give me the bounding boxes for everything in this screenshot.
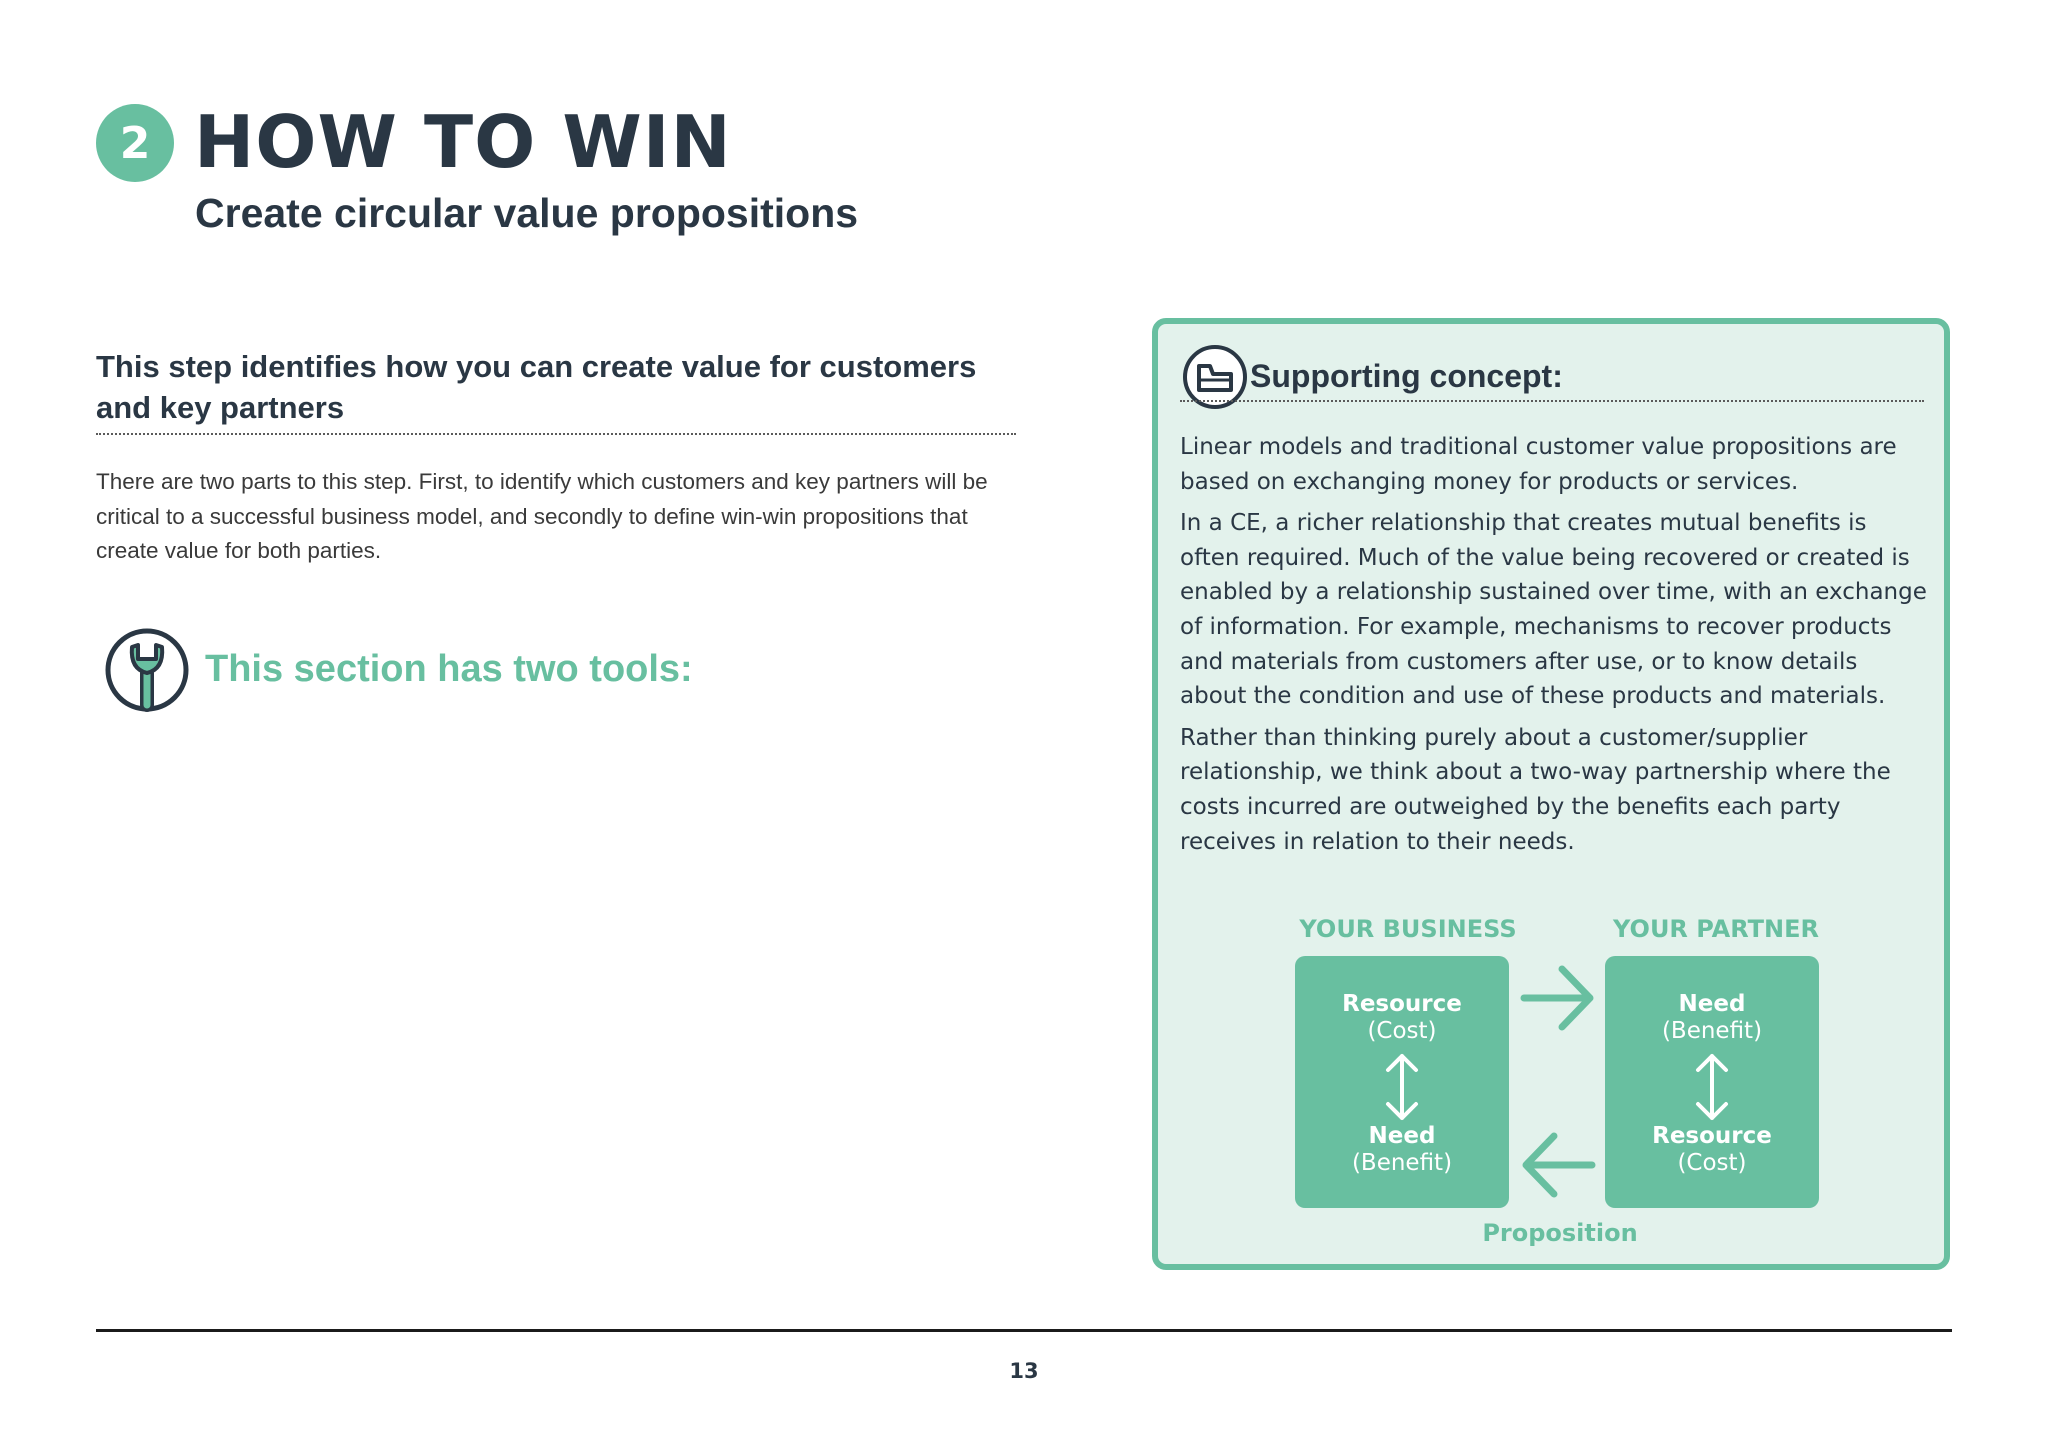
concept-paragraph: Linear models and traditional customer value propositions are based on exchanging money for products or services. [1180,434,1897,495]
up-down-arrow-icon [1692,1052,1732,1122]
arrow-right-icon [1520,961,1596,1035]
arrow-left-icon [1520,1128,1596,1202]
intro-heading: This step identifies how you can create value for customers and key partners [96,349,977,425]
your-business-label: YOUR BUSINESS [1299,915,1517,943]
partner-box [1605,956,1819,1208]
business-benefit-label: (Benefit) [1351,1150,1453,1176]
intro-divider [96,433,1016,435]
partner-benefit-label: (Benefit) [1661,1018,1763,1044]
partner-resource-label: Resource [1652,1123,1772,1149]
concept-paragraph: Rather than thinking purely about a customer/supplier relationship, we think about a two-way partnership where the costs incurred are outweighed by the benefits each party receives in relation to their needs. [1180,724,1891,855]
supporting-concept-body [1180,430,1930,866]
partner-need-label: Need [1678,991,1746,1017]
tools-heading: This section has two tools: [205,648,693,690]
business-resource-label: Resource [1342,991,1462,1017]
step-number-badge: 2 [96,104,174,182]
partner-cost-label: (Cost) [1677,1150,1747,1176]
page-number: 13 [1009,1359,1039,1383]
your-partner-label: YOUR PARTNER [1613,915,1819,943]
page-title: HOW TO WIN [194,100,732,184]
wrench-icon [104,627,190,713]
page-subtitle: Create circular value propositions [195,190,859,236]
supporting-concept-title: Supporting concept: [1250,358,1563,394]
business-cost-label: (Cost) [1367,1018,1437,1044]
footer-rule [96,1329,1952,1332]
proposition-caption: Proposition [1482,1219,1638,1247]
business-box [1295,956,1509,1208]
concept-divider [1180,400,1924,402]
business-need-label: Need [1368,1123,1436,1149]
intro-body: There are two parts to this step. First, to identify which customers and key partners will be critical to a successful business model, and secondly to define win-win propositions that create value for both parties. [96,469,988,563]
concept-paragraph: In a CE, a richer relationship that creates mutual benefits is often required. Much of the value being recovered or created is enabled by a relationship sustained over time, with an exchange of information. For example, mechanisms to recover products and materials from customers after use, or to know details about the condition and use of these products and materials. [1180,510,1927,710]
up-down-arrow-icon [1382,1052,1422,1122]
